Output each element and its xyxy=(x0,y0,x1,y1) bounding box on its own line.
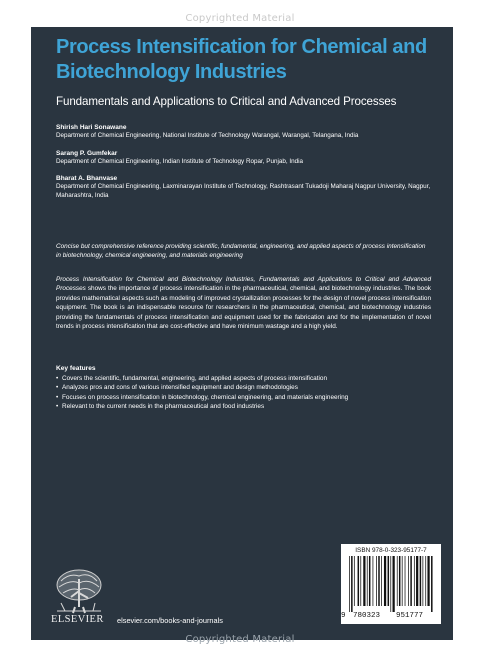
isbn-text: ISBN 978-0-323-95177-7 xyxy=(355,547,427,554)
barcode-bar xyxy=(402,556,403,606)
book-back-cover xyxy=(31,27,453,640)
barcode-bar xyxy=(408,556,409,606)
description-book-title: Process Intensification for Chemical and Biotechnology Industries, Fundamentals and Applications to Critical and Advanced Processes xyxy=(56,276,431,293)
barcode-bar xyxy=(363,556,365,606)
barcode-bar xyxy=(390,556,391,612)
barcode-bar xyxy=(349,556,350,612)
author-affiliation: Department of Chemical Engineering, Laxminarayan Institute of Technology, Rashtrasant Tukadoji Maharaj Nagpur University, Nagpur, Maharashtra, India xyxy=(56,183,431,199)
key-features xyxy=(56,364,431,412)
publisher-url[interactable]: elsevier.com/books-and-journals xyxy=(117,616,223,625)
summary-text: Concise but comprehensive reference providing scientific, fundamental, engineering, and applied aspects of process intensification in biotechnology, chemical engineering, and materials engineering xyxy=(56,243,426,260)
barcode-bar xyxy=(351,556,353,612)
feature-item: • Relevant to the current needs in the pharmaceutical and food industries xyxy=(56,402,431,411)
barcode-bar xyxy=(373,556,374,606)
author-entry xyxy=(56,174,446,200)
barcode-bar xyxy=(399,556,401,606)
description-body: shows the importance of process intensification in the pharmaceutical, chemical, and biotechnology industries. The book provides mathematical aspects such as modeling of improved crystallization processes for the design of novel process intensification equipment. The book is an indispensable resource for researchers in the pharmaceutical, chemical, and biotechnology industries providing the fundamentals of process intensification and equipment used for the fabrication and for the implementation of novel trends in process intensification that are cost-effective and have minimum wastage and a high yield. xyxy=(56,285,431,331)
key-features-heading: Key features xyxy=(56,365,96,372)
barcode-bar xyxy=(420,556,422,606)
author-entry xyxy=(56,123,446,141)
barcode-bar xyxy=(360,556,361,606)
feature-item: • Focuses on process intensification in biotechnology, chemical engineering, and materials engineering xyxy=(56,393,431,402)
watermark-bottom: Copyrighted Material xyxy=(185,634,295,645)
barcode-bars xyxy=(345,556,437,612)
description-paragraph xyxy=(56,275,431,331)
author-name: Sarang P. Gumfekar xyxy=(56,149,118,157)
barcode-bar xyxy=(388,556,390,606)
barcode-bar xyxy=(354,556,355,606)
barcode-bar xyxy=(427,556,429,606)
barcode-bar xyxy=(410,556,412,606)
barcode-bar xyxy=(384,556,386,606)
barcode-digits-right: 951777 xyxy=(396,612,424,620)
barcode-bar xyxy=(405,556,406,606)
barcode-digit-first: 9 xyxy=(341,612,346,620)
barcode-bar xyxy=(376,556,377,606)
author-name: Bharat A. Bhanvase xyxy=(56,175,118,183)
key-features-list xyxy=(56,374,431,412)
barcode-bar xyxy=(414,556,415,606)
author-name: Shirish Hari Sonawane xyxy=(56,124,127,131)
barcode-bar xyxy=(416,556,418,606)
barcode-bar xyxy=(369,556,371,606)
feature-item: • Analyzes pros and cons of various intensified equipment and design methodologies xyxy=(56,383,431,392)
barcode-bar xyxy=(397,556,398,606)
isbn-barcode xyxy=(341,544,441,624)
barcode-bar xyxy=(431,556,433,612)
barcode-bar xyxy=(423,556,424,606)
barcode-bar xyxy=(378,556,380,606)
barcode-bar xyxy=(367,556,368,606)
feature-item: • Covers the scientific, fundamental, engineering, and applied aspects of process intensification xyxy=(56,374,431,383)
barcode-bar xyxy=(358,556,360,606)
author-list xyxy=(56,123,446,208)
author-affiliation: Department of Chemical Engineering, National Institute of Technology Warangal, Warangal, Telangana, India xyxy=(56,132,359,139)
publisher-name: ELSEVIER xyxy=(51,614,104,625)
author-affiliation: Department of Chemical Engineering, Indian Institute of Technology Ropar, Punjab, India xyxy=(56,157,304,165)
author-entry xyxy=(56,149,446,167)
watermark-top: Copyrighted Material xyxy=(185,13,295,24)
barcode-bar xyxy=(381,556,382,606)
barcode-digits-left: 780323 xyxy=(353,612,381,620)
book-title: Process Intensification for Chemical and Biotechnology Industries xyxy=(56,36,427,83)
barcode-bar xyxy=(425,556,426,606)
book-subtitle: Fundamentals and Applications to Critical and Advanced Processes xyxy=(56,95,397,108)
barcode-bar xyxy=(393,556,395,612)
